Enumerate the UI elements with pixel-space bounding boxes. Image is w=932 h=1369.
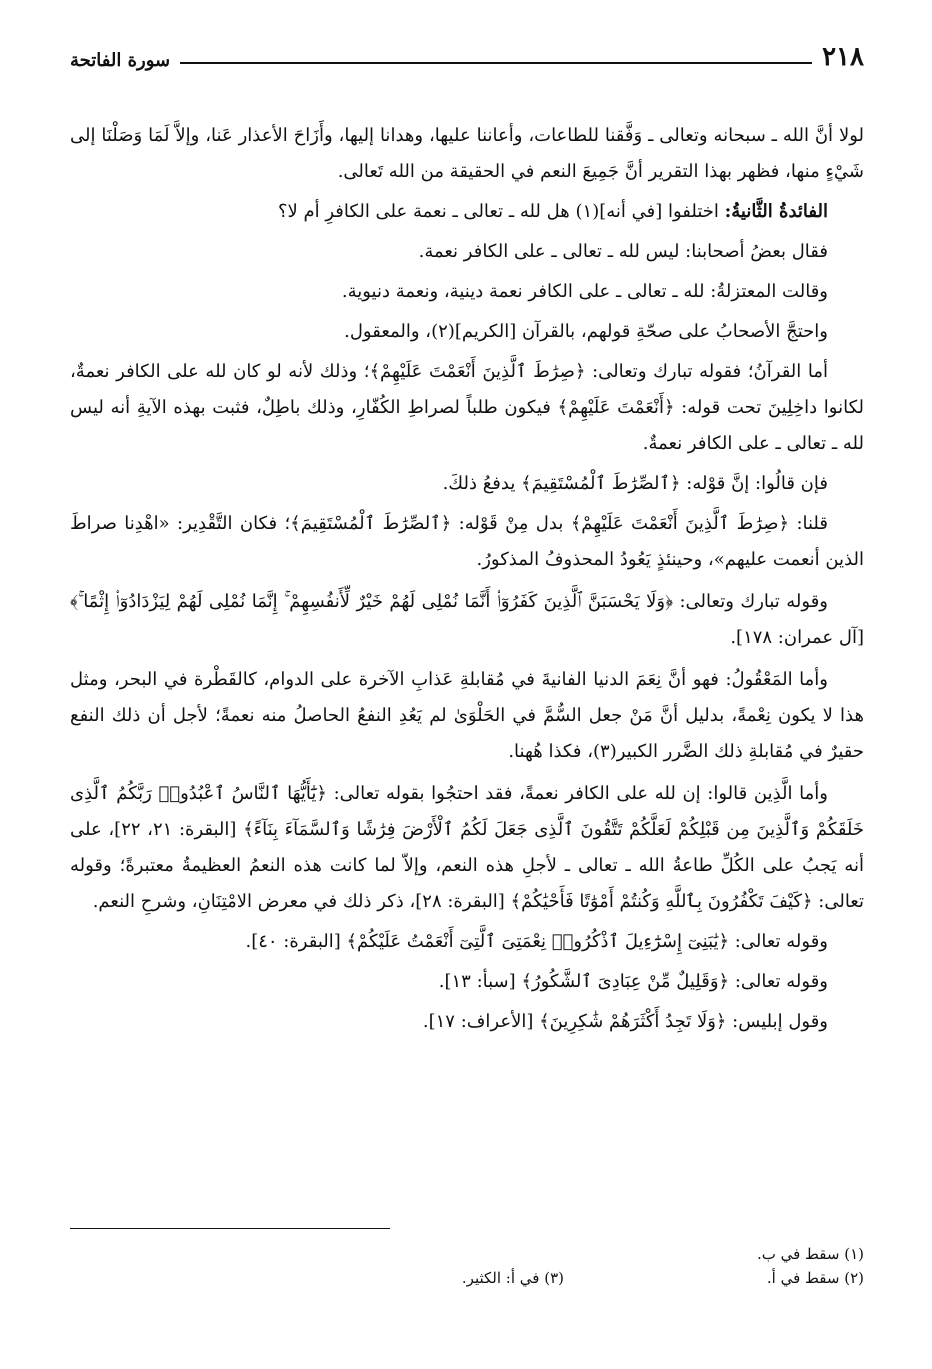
footnote-row [70, 1266, 864, 1290]
paragraph-text: وأما الَّذِين قالوا: إن لله على الكافر نعمةً، فقد احتجُوا بقوله تعالى: ﴿يَٰٓأَيُّهَا ٱلنَّاسُ ٱعْبُدُوا۟ رَبَّكُمُ ٱلَّذِى خَلَقَكُمْ وَٱلَّذِينَ مِن قَبْلِكُمْ لَعَلَّكُمْ تَتَّقُونَ ٱلَّذِى جَعَلَ لَكُمُ ٱلْأَرْضَ فِرَٰشًا وَٱلسَّمَآءَ بِنَآءً﴾ [البقرة: ٢١، ٢٢]، على أنه يَجبُ على الكُلِّ طاعةُ الله ـ تعالى ـ لأجلِ هذه النعم، وإلاّ لما كانت هذه النعمُ العظيمةُ معتبرةً؛ وقوله تعالى: ﴿كَيْفَ تَكْفُرُونَ بِٱللَّهِ وَكُنتُمْ أَمْوَٰتًا فَأَحْيَٰكُمْ﴾ [البقرة: ٢٨]، ذكر ذلك في معرض الامْتِنَانِ، وشرحِ النعم. [70, 783, 865, 912]
paragraph-text: وقوله تعالى: ﴿يَٰبَنِىٓ إِسْرَٰٓءِيلَ ٱذْكُرُوا۟ نِعْمَتِىَ ٱلَّتِىٓ أَنْعَمْتُ عَلَيْكُمْ﴾ [البقرة: ٤٠]. [245, 931, 828, 952]
paragraph [70, 662, 864, 770]
paragraph [70, 466, 864, 502]
paragraph-text: وقوله تبارك وتعالى: ﴿وَلَا يَحْسَبَنَّ ٱلَّذِينَ كَفَرُوٓا۟ أَنَّمَا نُمْلِى لَهُمْ خَيْرٌ لِّأَنفُسِهِمْ ۚ إِنَّمَا نُمْلِى لَهُمْ لِيَزْدَادُوٓا۟ إِثْمًا ۚ﴾ [آل عمران: ١٧٨]. [70, 591, 864, 648]
paragraph-text: قلنا: ﴿صِرَٰطَ ٱلَّذِينَ أَنْعَمْتَ عَلَيْهِمْ﴾ بدل مِنْ قَوْله: ﴿ٱلصِّرَٰطَ ٱلْمُسْتَقِيمَ﴾؛ فكان التَّقْدِير: «اهْدِنا صراطَ الذين أنعمت عليهم»، وحينئذٍ يَعُودُ المحذوفُ المذكورُ. [70, 513, 864, 570]
paragraph [70, 924, 864, 960]
paragraph [70, 118, 864, 190]
footnote-rule [70, 1228, 390, 1229]
paragraph-text: وقالت المعتزلةُ: لله ـ تعالى ـ على الكافر نعمة دينية، ونعمة دنيوية. [341, 281, 828, 302]
paragraph [70, 194, 864, 230]
page-header [70, 34, 864, 70]
footnote-row [70, 1242, 864, 1266]
header-rule [180, 62, 812, 64]
paragraph [70, 314, 864, 350]
surah-title: سورة الفاتحة [70, 50, 171, 71]
paragraph-text: فقال بعضُ أصحابنا: ليس لله ـ تعالى ـ على الكافر نعمة. [418, 241, 828, 262]
paragraph [70, 584, 864, 656]
page-body [70, 118, 864, 1040]
footnote-1: (١) سقط في ب. [756, 1245, 864, 1263]
paragraph [70, 964, 864, 1000]
paragraph [70, 1004, 864, 1040]
footnote-2: (٢) سقط في أ. [766, 1269, 864, 1287]
paragraph-text: وقول إبليس: ﴿وَلَا تَجِدُ أَكْثَرَهُمْ شَٰكِرِينَ﴾ [الأعراف: ١٧]. [422, 1011, 828, 1032]
footnotes [70, 1242, 864, 1290]
paragraph-text: اختلفوا [في أنه](١) هل لله ـ تعالى ـ نعمة على الكافرِ أم لا؟ [277, 201, 719, 222]
paragraph [70, 274, 864, 310]
paragraph [70, 234, 864, 270]
paragraph-lead: الفائدةُ الثَّانيةُ: [724, 201, 828, 222]
paragraph [70, 776, 864, 920]
footnote-3: (٣) في أ: الكثير. [461, 1269, 564, 1287]
paragraph-text: لولا أنَّ الله ـ سبحانه وتعالى ـ وَفَّقنا للطاعات، وأعاننا عليها، وهدانا إليها، وأَزَاحَ الأعذار عَنا، وإلاَّ لَمَا وَصَلْنَا إلى شَيْءٍ منها، فظهر بهذا التقرير أنَّ جَمِيعَ النعم في الحقيقة من الله تَعالى. [70, 125, 864, 182]
paragraph-text: وقوله تعالى: ﴿وَقَلِيلٌ مِّنْ عِبَادِىَ ٱلشَّكُورُ﴾ [سبأ: ١٣]. [438, 971, 828, 992]
paragraph [70, 506, 864, 578]
paragraph-text: فإن قالُوا: إنَّ قوْله: ﴿ٱلصِّرَٰطَ ٱلْمُسْتَقِيمَ﴾ يدفعُ ذلكَ. [442, 473, 828, 494]
paragraph-text: واحتجَّ الأصحابُ على صحّةِ قولهم، بالقرآن [الكريم](٢)، والمعقول. [344, 321, 828, 342]
paragraph [70, 354, 864, 462]
paragraph-text: وأما المَعْقُولُ: فهو أنَّ نِعَمَ الدنيا الفانيةَ في مُقابلةِ عَذابِ الآخرة على الدوام، كالقَطْرة في البحر، ومثل هذا لا يكون نِعْمةً، بدليل أنَّ مَنْ جعل السُّمَّ في الحَلْوَىٰ لم يَعُدِ النفعُ الحاصلُ منه نعمةً؛ لأجل أن ذلك النفع حقيرٌ في مُقابلةِ ذلك الضَّرر الكبير(٣)، فكذا هُهنا. [70, 669, 864, 762]
paragraph-text: أما القرآنُ؛ فقوله تبارك وتعالى: ﴿صِرَٰطَ ٱلَّذِينَ أَنْعَمْتَ عَلَيْهِمْ﴾؛ وذلك لأنه لو كان لله على الكافر نعمةٌ، لكانوا داخِلِينَ تحت قوله: ﴿أَنْعَمْتَ عَلَيْهِمْ﴾ فيكون طلباً لصراطِ الكُفّارِ، وذلك باطِلٌ، فثبت بهذه الآيةِ أنه ليس لله ـ تعالى ـ على الكافر نعمةٌ. [70, 361, 864, 454]
page-number: ٢١٨ [822, 42, 864, 72]
